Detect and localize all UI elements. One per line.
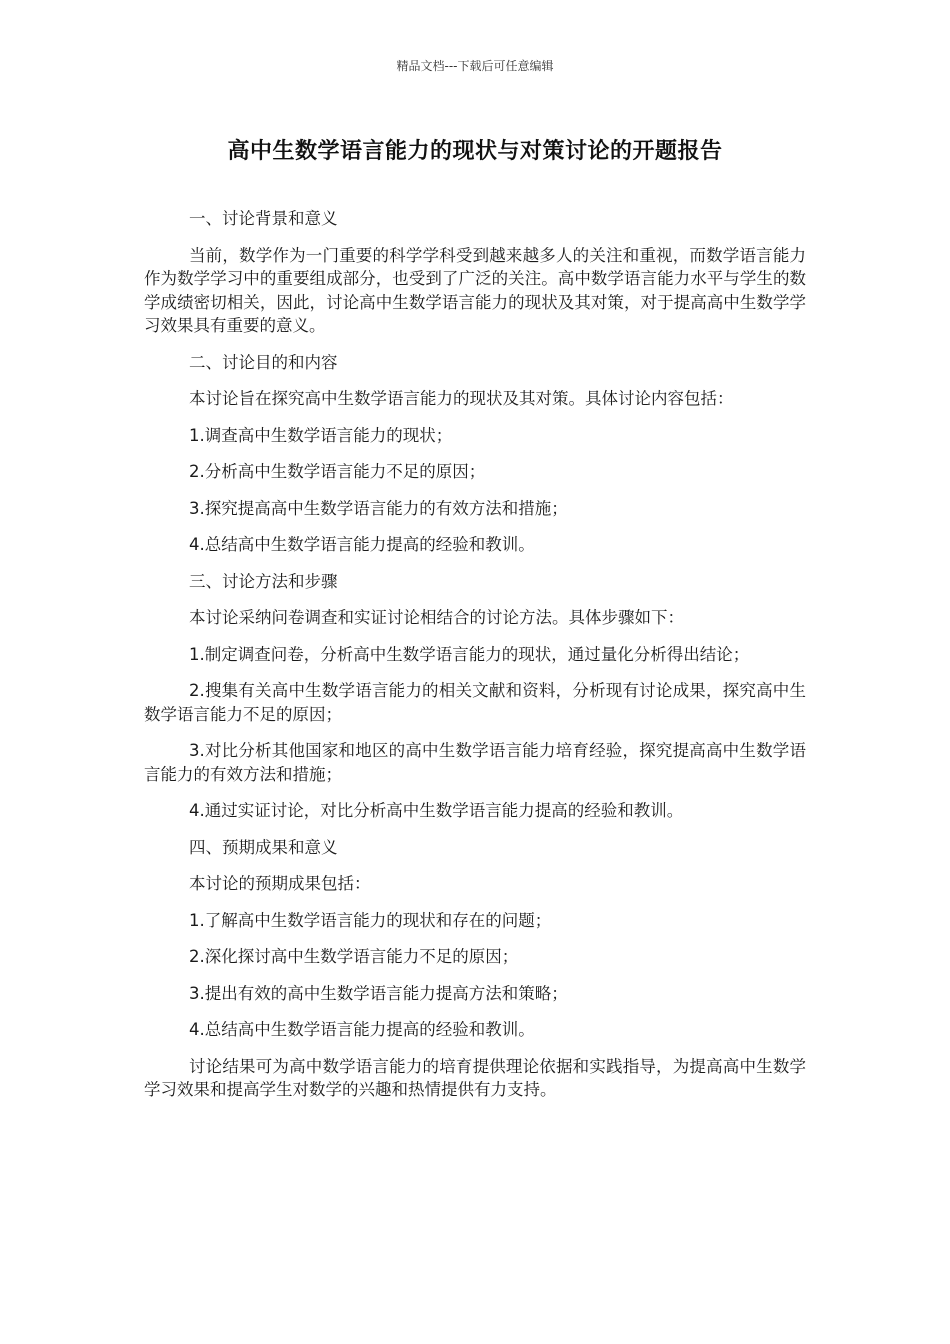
list-item-outcomes-2: 2.深化探讨高中生数学语言能力不足的原因；	[189, 947, 519, 966]
document-body	[144, 207, 806, 1102]
list-item-outcomes-4: 4.总结高中生数学语言能力提高的经验和教训。	[189, 1020, 535, 1039]
list-item-method-4: 4.通过实证讨论，对比分析高中生数学语言能力提高的经验和教训。	[189, 801, 684, 820]
list-item-outcomes-1: 1.了解高中生数学语言能力的现状和存在的问题；	[189, 910, 552, 930]
paragraph-background: 当前，数学作为一门重要的科学学科受到越来越多人的关注和重视，而数学语言能力作为数学学习中的重要组成部分，也受到了广泛的关注。高中数学语言能力水平与学生的数学成绩密切相关，因此，讨论高中生数学语言能力的现状及其对策，对于提高高中生数学学习效果具有重要的意义。	[144, 245, 806, 335]
section-heading-outcomes: 四、预期成果和意义	[189, 837, 338, 857]
section-heading-purpose: 二、讨论目的和内容	[189, 352, 338, 372]
paragraph-method-intro: 本讨论采纳问卷调查和实证讨论相结合的讨论方法。具体步骤如下：	[189, 608, 684, 627]
section-heading-background: 一、讨论背景和意义	[189, 209, 338, 228]
list-item-method-2: 2.搜集有关高中生数学语言能力的相关文献和资料，分析现有讨论成果，探究高中生数学语言能力不足的原因；	[144, 681, 806, 724]
list-item-purpose-2: 2.分析高中生数学语言能力不足的原因；	[189, 462, 486, 481]
list-item-method-1: 1.制定调查问卷，分析高中生数学语言能力的现状，通过量化分析得出结论；	[189, 644, 750, 664]
paragraph-purpose-intro: 本讨论旨在探究高中生数学语言能力的现状及其对策。具体讨论内容包括：	[189, 389, 734, 408]
document-title: 高中生数学语言能力的现状与对策讨论的开题报告	[227, 139, 723, 164]
list-item-outcomes-3: 3.提出有效的高中生数学语言能力提高方法和策略；	[189, 983, 568, 1003]
paragraph-outcomes-intro: 本讨论的预期成果包括：	[189, 874, 371, 893]
section-heading-method: 三、讨论方法和步骤	[189, 571, 338, 591]
list-item-purpose-3: 3.探究提高高中生数学语言能力的有效方法和措施；	[189, 498, 568, 518]
list-item-purpose-4: 4.总结高中生数学语言能力提高的经验和教训。	[189, 535, 535, 554]
page-header: 精品文档---下载后可任意编辑	[396, 59, 554, 73]
paragraph-conclusion: 讨论结果可为高中数学语言能力的培育提供理论依据和实践指导，为提高高中生数学学习效果和提高学生对数学的兴趣和热情提供有力支持。	[144, 1056, 806, 1099]
list-item-purpose-1: 1.调查高中生数学语言能力的现状；	[189, 425, 453, 445]
list-item-method-3: 3.对比分析其他国家和地区的高中生数学语言能力培育经验，探究提高高中生数学语言能力的有效方法和措施；	[144, 741, 806, 784]
